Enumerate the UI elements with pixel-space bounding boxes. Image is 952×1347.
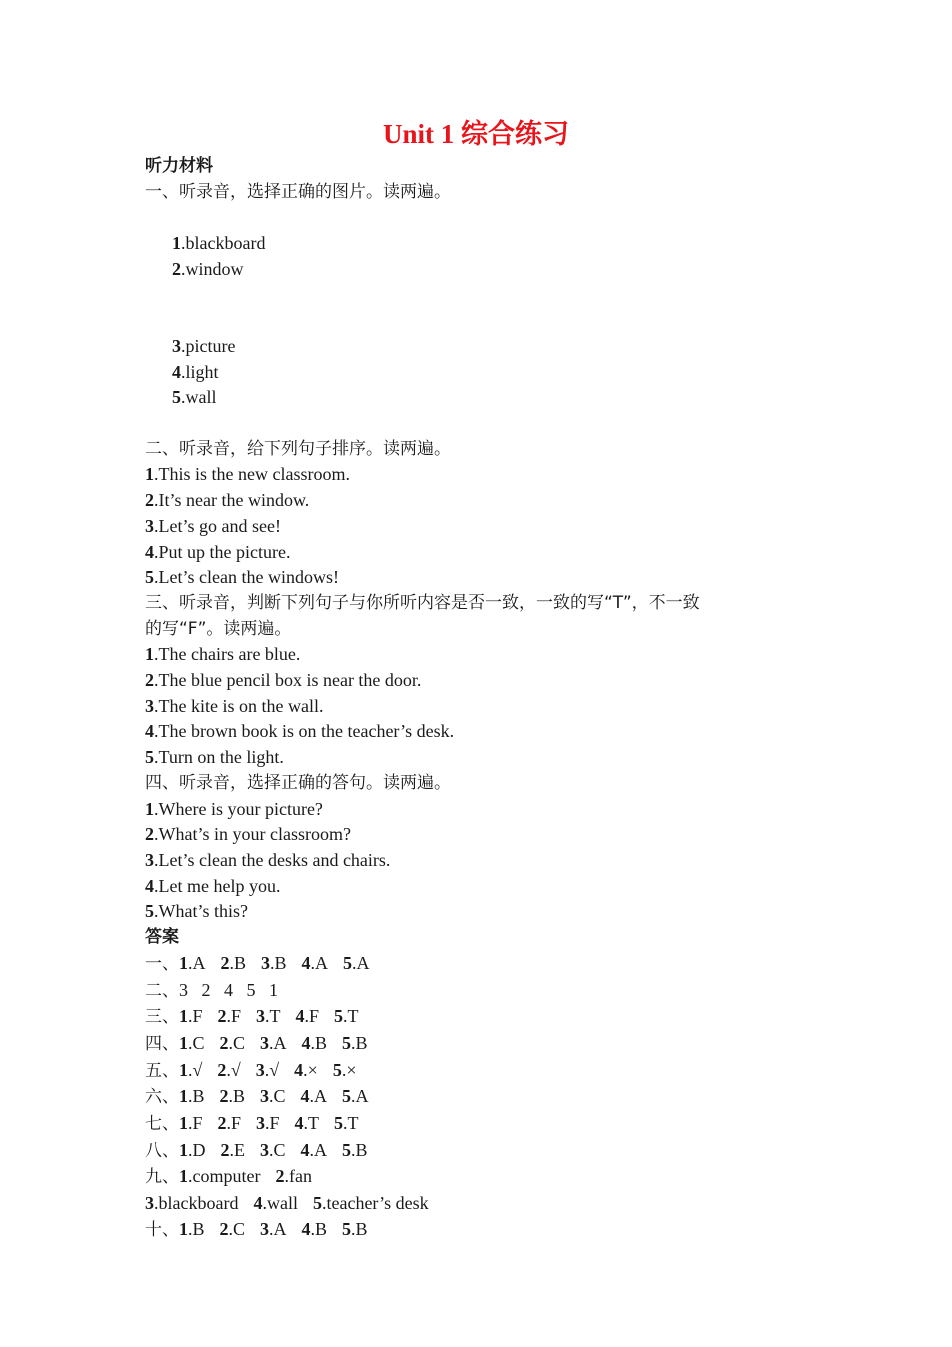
answer-item: [294, 1060, 318, 1080]
answer-section-label: 一、: [145, 953, 179, 974]
answer-number: 1: [179, 1059, 188, 1080]
answer-section-label: 四、: [145, 1033, 179, 1054]
answer-value: .A: [351, 1086, 369, 1107]
answer-number: 5: [342, 1032, 352, 1053]
section1-instruction: 一、听录音，选择正确的图片。读两遍。: [145, 181, 451, 202]
answer-value: .F: [188, 1113, 203, 1134]
answer-value: .T: [343, 1113, 359, 1134]
answer-number: 4: [294, 1059, 304, 1080]
answer-row: [145, 978, 825, 1005]
answer-value: .B: [229, 952, 247, 973]
answer-number: 5: [312, 1193, 322, 1214]
answer-value: .A: [309, 1086, 328, 1107]
answer-item: [260, 1219, 287, 1239]
list-item: 5.What’s this?: [145, 901, 248, 922]
list-item: 2.It’s near the window.: [145, 490, 310, 511]
answer-number: 1: [179, 1113, 188, 1134]
section4-instruction: 四、听录音，选择正确的答句。读两遍。: [145, 772, 451, 793]
answer-row: [145, 1004, 825, 1031]
answer-value: .B: [351, 1218, 368, 1239]
listening-heading: 听力材料: [145, 156, 213, 176]
answer-value: .F: [226, 1113, 242, 1134]
answer-row: [145, 1111, 825, 1138]
answer-item: [342, 1219, 368, 1239]
answer-value: .wall: [262, 1193, 298, 1214]
answer-number: 3: [260, 1218, 270, 1239]
answer-number: 2: [217, 1113, 227, 1134]
answer-number: 4: [294, 1113, 304, 1134]
answer-value: .T: [303, 1113, 320, 1134]
answer-number: 5: [332, 1059, 342, 1080]
answer-value: .A: [188, 952, 206, 973]
answer-number: 4: [295, 1006, 305, 1027]
answer-number: 4: [301, 1218, 311, 1239]
answer-item: [343, 953, 370, 973]
answer-value: .fan: [284, 1166, 312, 1187]
answer-item: [295, 1113, 320, 1133]
list-item: 3.Let’s go and see!: [145, 515, 281, 536]
answer-number: 3: [260, 1032, 270, 1053]
answer-number: 5: [343, 952, 353, 973]
answer-item: [342, 1086, 369, 1106]
answer-item: [260, 1140, 286, 1160]
page-title: Unit 1 综合练习: [382, 119, 569, 149]
answer-section-label: 三、: [145, 1007, 179, 1028]
answer-row: [145, 1058, 825, 1085]
answer-value: .B: [188, 1218, 205, 1239]
answer-item: [260, 1086, 286, 1106]
answer-value: .T: [265, 1006, 281, 1027]
answer-value: .×: [341, 1059, 357, 1080]
section2-instruction: 二、听录音，给下列句子排序。读两遍。: [145, 438, 451, 459]
answer-number: 3: [261, 952, 271, 973]
answer-value: .E: [229, 1139, 245, 1160]
section1-row: [145, 308, 825, 437]
answer-value: .B: [351, 1032, 368, 1053]
list-item: 2.What’s in your classroom?: [145, 824, 351, 845]
word-item: 3.picture: [172, 335, 236, 356]
answer-number: 2: [219, 1032, 229, 1053]
answer-item: [217, 1060, 240, 1080]
list-item: 4.Put up the picture.: [145, 541, 291, 562]
answer-value: .A: [269, 1032, 287, 1053]
answer-value: .A: [269, 1218, 287, 1239]
answer-row: [145, 1031, 825, 1058]
answer-value: .B: [310, 1218, 328, 1239]
answer-item: [179, 1166, 260, 1186]
answer-number: 1: [179, 952, 188, 973]
answer-value: .F: [226, 1006, 242, 1027]
answer-number: 2: [219, 1218, 229, 1239]
answer-item: [302, 1219, 328, 1239]
answer-item: [220, 1033, 246, 1053]
section3-instruction: 三、听录音，判断下列句子与你所听内容是否一致，一致的写“T”，不一致: [145, 592, 700, 613]
answer-number: 5: [334, 1113, 344, 1134]
word-item: 5.wall: [172, 387, 217, 408]
answer-item: [179, 1006, 203, 1026]
answer-number: 4: [300, 1139, 310, 1160]
answer-number: 2: [275, 1166, 285, 1187]
list-item: 2.The blue pencil box is near the door.: [145, 670, 422, 691]
answer-item: [313, 1193, 429, 1213]
answer-value: .A: [352, 952, 370, 973]
answer-value: .T: [343, 1006, 359, 1027]
answer-item: [218, 1006, 242, 1026]
answer-row: [145, 951, 825, 978]
answer-number: 4: [301, 1032, 311, 1053]
word-item: 4.light: [172, 361, 219, 382]
answer-item: [334, 1113, 359, 1133]
answer-section-label: 八、: [145, 1140, 179, 1161]
answer-number: 4: [300, 1086, 310, 1107]
answer-section-label: 五、: [145, 1060, 179, 1081]
answer-number: 1: [179, 1139, 188, 1160]
list-item: 1.This is the new classroom.: [145, 464, 350, 485]
answer-row: [145, 1084, 825, 1111]
answer-item: [179, 1219, 205, 1239]
answer-item: [301, 1140, 328, 1160]
word-item: 1.blackboard: [172, 233, 266, 254]
answer-value: .B: [310, 1032, 328, 1053]
section3-instruction-cont: 的写“F”。读两遍。: [145, 618, 292, 639]
answer-number: 1: [179, 1086, 188, 1107]
answer-item: [256, 1113, 280, 1133]
list-item: 4.The brown book is on the teacher’s desk.: [145, 721, 455, 742]
answer-item: [256, 1006, 281, 1026]
answer-value: .C: [188, 1032, 205, 1053]
answer-value: .√: [226, 1059, 241, 1080]
list-item: 1.Where is your picture?: [145, 798, 323, 819]
answer-number: 2: [217, 1006, 227, 1027]
answer-item: [179, 953, 206, 973]
answer-value: .C: [269, 1139, 286, 1160]
answer-number: 3: [145, 1193, 154, 1214]
answer-number: 5: [334, 1006, 344, 1027]
answer-value: .blackboard: [154, 1193, 239, 1214]
answer-item: [260, 1033, 287, 1053]
answer-row: [145, 1191, 825, 1217]
answer-number: 1: [179, 1006, 188, 1027]
answer-number: 2: [219, 1086, 229, 1107]
answer-value: .A: [309, 1139, 328, 1160]
answer-item: [179, 1086, 205, 1106]
answer-number: 3: [260, 1139, 269, 1160]
answer-section-label: 九、: [145, 1167, 179, 1188]
answer-value: .F: [188, 1006, 203, 1027]
answer-value: .A: [310, 952, 329, 973]
answer-item: [301, 1086, 328, 1106]
answer-value: .C: [228, 1032, 246, 1053]
answer-value: .C: [228, 1218, 246, 1239]
answer-value: .√: [264, 1059, 280, 1080]
answer-number: 1: [179, 1218, 188, 1239]
answer-item: [179, 1140, 206, 1160]
answer-item: [221, 1140, 246, 1160]
answer-item: [302, 1033, 328, 1053]
answer-item: [220, 1086, 246, 1106]
answer-value: .B: [188, 1086, 205, 1107]
answer-number: 5: [342, 1086, 352, 1107]
answer-row: [145, 1138, 825, 1165]
answer-item: [342, 1140, 368, 1160]
answer-number: 3: [260, 1086, 270, 1107]
answer-number: 3: [256, 1113, 266, 1134]
word-item: 2.window: [172, 258, 244, 279]
answer-item: [179, 1113, 203, 1133]
answers-heading: 答案: [145, 927, 179, 948]
answer-value: .F: [265, 1113, 280, 1134]
answer-number: 4: [301, 952, 311, 973]
answer-item: [221, 953, 247, 973]
list-item: 5.Turn on the light.: [145, 747, 284, 768]
list-item: 4.Let me help you.: [145, 875, 281, 896]
document-body: [145, 154, 825, 1244]
answer-number: 5: [342, 1139, 352, 1160]
answer-item: [256, 1060, 279, 1080]
answer-value: .×: [303, 1059, 318, 1080]
answer-number: 1: [179, 1166, 188, 1187]
answer-section-label: 六、: [145, 1087, 179, 1108]
answer-value: .√: [188, 1059, 203, 1080]
answer-item: [342, 1033, 368, 1053]
answer-row: [145, 1164, 825, 1191]
answer-item: [333, 1060, 357, 1080]
answer-item: [302, 953, 329, 973]
answer-section-label: 七、: [145, 1114, 179, 1135]
answer-item: [275, 1166, 311, 1186]
answer-item: [334, 1006, 359, 1026]
answers-list: [145, 951, 825, 1244]
answer-item: [261, 953, 287, 973]
answer-section-label: 十、: [145, 1219, 179, 1240]
answer-number: 1: [179, 1032, 188, 1053]
answer-section-label: 二、: [145, 980, 179, 1001]
list-item: 3.Let’s clean the desks and chairs.: [145, 849, 391, 870]
answer-value: .D: [188, 1139, 206, 1160]
section1-row: [145, 205, 825, 308]
answer-value: .B: [228, 1086, 246, 1107]
answer-number: 5: [342, 1218, 352, 1239]
answer-number: 3: [255, 1059, 265, 1080]
answer-value: .B: [270, 952, 287, 973]
answer-number: 2: [220, 1139, 230, 1160]
answer-value: .computer: [188, 1166, 261, 1187]
list-item: 3.The kite is on the wall.: [145, 695, 324, 716]
answer-sequence: 3 2 4 5 1: [179, 979, 278, 1000]
answer-value: .F: [304, 1006, 320, 1027]
answer-item: [218, 1113, 242, 1133]
list-item: 5.Let’s clean the windows!: [145, 567, 339, 588]
answer-value: .teacher’s desk: [321, 1193, 429, 1214]
answer-item: [253, 1193, 298, 1213]
answer-item: [179, 1033, 205, 1053]
answer-row: [145, 1217, 825, 1244]
answer-number: 2: [220, 952, 230, 973]
answer-number: 3: [256, 1006, 266, 1027]
answer-item: [179, 1060, 202, 1080]
answer-item: [296, 1006, 320, 1026]
list-item: 1.The chairs are blue.: [145, 644, 301, 665]
answer-item: [220, 1219, 246, 1239]
answer-item: [145, 1193, 238, 1213]
answer-number: 4: [253, 1193, 263, 1214]
answer-value: .B: [351, 1139, 368, 1160]
answer-number: 2: [217, 1059, 227, 1080]
answer-value: .C: [269, 1086, 286, 1107]
